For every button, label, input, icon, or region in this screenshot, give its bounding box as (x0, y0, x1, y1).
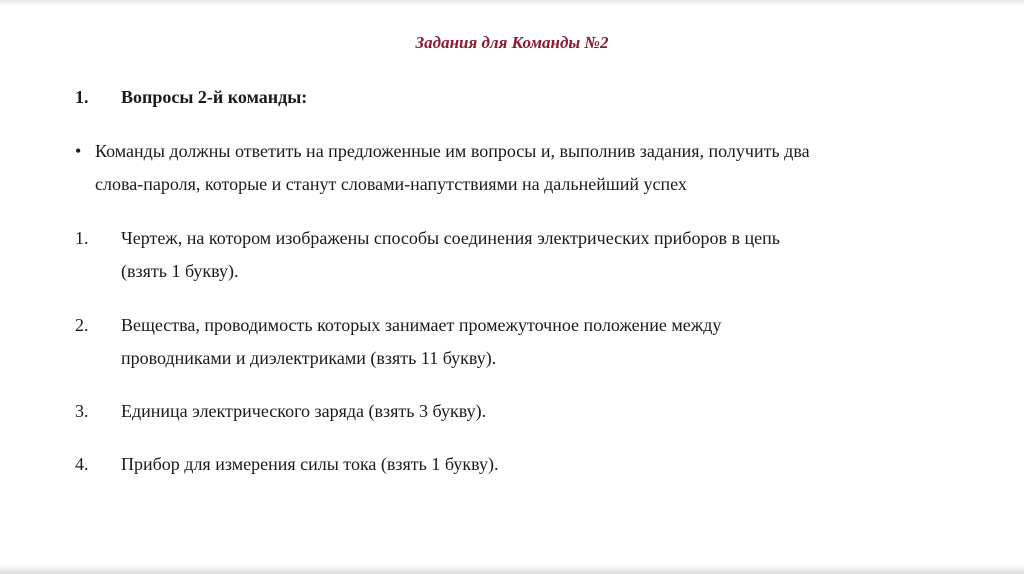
bottom-edge-shadow (0, 564, 1024, 574)
item-3-line-1: Единица электрического заряда (взять 3 букву). (121, 401, 487, 421)
slide-title: Задания для Команды №2 (415, 33, 609, 52)
intro-line-2: слова-пароля, которые и станут словами-напутствиями на дальнейший успех (95, 174, 687, 194)
item-3-number: 3. (75, 401, 89, 421)
item-1-line-2: (взять 1 букву). (121, 261, 239, 281)
item-2-line-1: Вещества, проводимость которых занимает промежуточное положение между (121, 315, 722, 335)
item-4-line-1: Прибор для измерения силы тока (взять 1 букву). (121, 454, 499, 474)
heading-number: 1. (75, 87, 89, 107)
heading-text: Вопросы 2-й команды: (121, 87, 308, 107)
bullet-icon: • (75, 141, 82, 161)
top-edge-shadow (0, 0, 1024, 6)
item-2-line-2: проводниками и диэлектриками (взять 11 букву). (121, 348, 497, 368)
intro-line-1: Команды должны ответить на предложенные им вопросы и, выполнив задания, получить два (95, 141, 810, 161)
item-1-line-1: Чертеж, на котором изображены способы соединения электрических приборов в цепь (121, 228, 780, 248)
item-2-number: 2. (75, 315, 89, 335)
item-1-number: 1. (75, 228, 89, 248)
item-4-number: 4. (75, 454, 89, 474)
